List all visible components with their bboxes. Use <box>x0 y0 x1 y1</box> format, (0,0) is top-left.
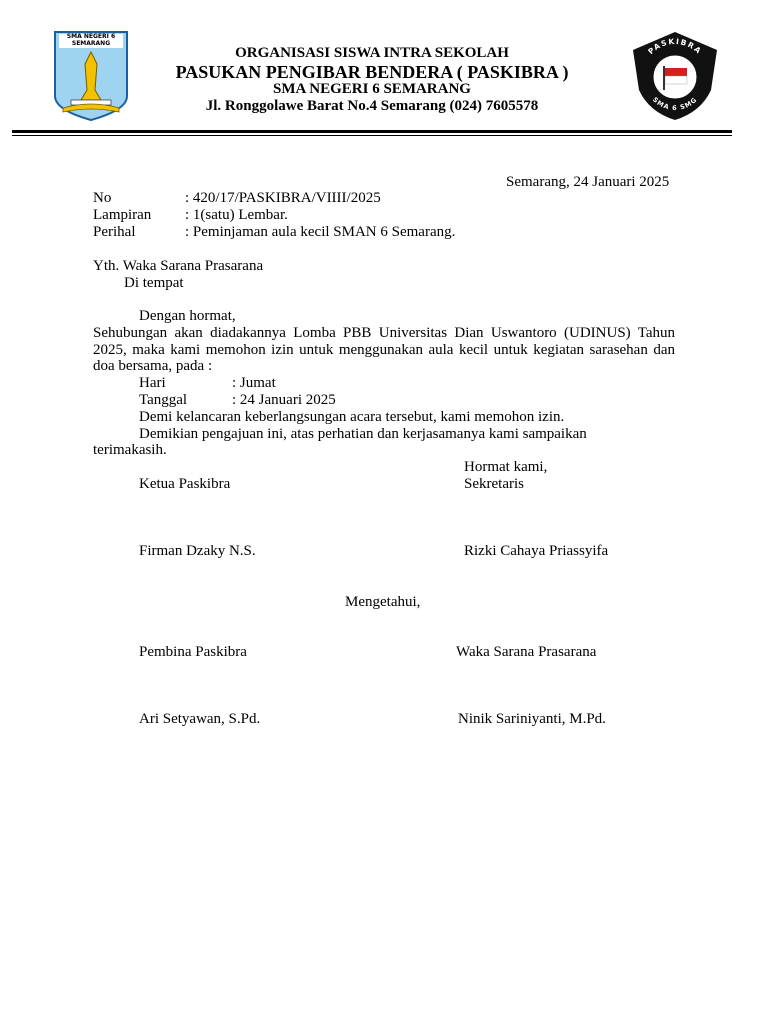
right-signatory-name-2: Ninik Sariniyanti, M.Pd. <box>458 711 606 727</box>
right-logo <box>629 30 721 122</box>
acknowledged-label: Mengetahui, <box>345 594 421 610</box>
left-role-2: Pembina Paskibra <box>139 644 247 660</box>
header-divider-thin <box>12 135 732 136</box>
right-logo-top-text: PASKIBRA <box>646 36 704 57</box>
left-logo-line1: SMA NEGERI 6 <box>66 33 116 40</box>
recipient-place: Di tempat <box>124 275 184 291</box>
closing-line-3: terimakasih. <box>93 442 167 458</box>
right-signatory-name: Rizki Cahaya Priassyifa <box>464 543 609 559</box>
recipient: Yth. Waka Sarana Prasarana <box>93 258 264 274</box>
body-line-3: doa bersama, pada : <box>93 358 213 374</box>
detail-label-tanggal: Tanggal <box>139 392 188 408</box>
left-signatory-name: Firman Dzaky N.S. <box>139 543 256 559</box>
right-role: Sekretaris <box>464 476 524 492</box>
closing-line-1: Demi kelancaran keberlangsungan acara tersebut, kami memohon izin. <box>139 409 565 425</box>
regards: Hormat kami, <box>464 459 548 475</box>
meta-value-no: : 420/17/PASKIBRA/VIIII/2025 <box>185 190 381 206</box>
unit-name: PASUKAN PENGIBAR BENDERA ( PASKIBRA ) <box>175 62 569 82</box>
right-role-2: Waka Sarana Prasarana <box>456 644 597 660</box>
meta-label-lampiran: Lampiran <box>93 207 152 223</box>
meta-value-perihal: : Peminjaman aula kecil SMAN 6 Semarang. <box>185 224 456 240</box>
meta-value-lampiran: : 1(satu) Lembar. <box>185 207 288 223</box>
body-line-1: Sehubungan akan diadakannya Lomba PBB Universitas Dian Uswantoro (UDINUS) Tahun <box>93 325 675 341</box>
header-divider-thick <box>12 130 732 133</box>
meta-label-perihal: Perihal <box>93 224 136 240</box>
body-line-2: 2025, maka kami memohon izin untuk menggunakan aula kecil untuk kegiatan sarasehan dan <box>93 342 675 358</box>
left-role: Ketua Paskibra <box>139 476 231 492</box>
meta-label-no: No <box>93 190 112 206</box>
left-logo-line2: SEMARANG <box>71 40 111 47</box>
closing-line-2: Demikian pengajuan ini, atas perhatian dan kerjasamanya kami sampaikan <box>139 426 587 442</box>
left-logo <box>53 30 129 122</box>
detail-value-tanggal: : 24 Januari 2025 <box>232 392 336 408</box>
school-name: SMA NEGERI 6 SEMARANG <box>273 81 471 97</box>
paskibra-emblem-icon <box>629 30 721 122</box>
school-address: Jl. Ronggolawe Barat No.4 Semarang (024) 7605578 <box>205 98 539 114</box>
greeting: Dengan hormat, <box>139 308 236 324</box>
detail-value-hari: : Jumat <box>232 375 276 391</box>
place-date: Semarang, 24 Januari 2025 <box>506 174 670 190</box>
left-signatory-name-2: Ari Setyawan, S.Pd. <box>139 711 261 727</box>
org-name: ORGANISASI SISWA INTRA SEKOLAH <box>235 45 509 61</box>
right-logo-bottom-text: SMA 6 SMG <box>651 95 699 113</box>
detail-label-hari: Hari <box>139 375 166 391</box>
